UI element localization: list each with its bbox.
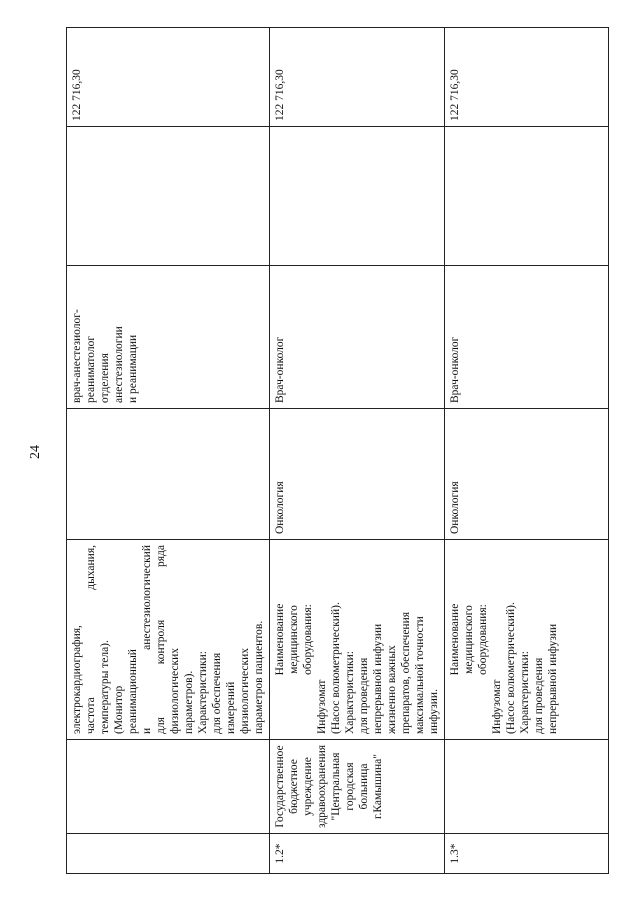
specialist-line: Врач-онколог	[449, 336, 461, 403]
main-table	[66, 27, 609, 874]
row-number-cell: 1.2*	[270, 834, 445, 874]
specialist-line: врач-анестезиолог-	[71, 309, 83, 403]
equipment-line: медицинского	[288, 605, 300, 674]
equipment-line: температуры тела).	[99, 640, 111, 734]
equipment-line: Наименование	[449, 603, 461, 676]
specialist-cell	[270, 266, 445, 409]
specialist-line: реаниматолог	[85, 335, 97, 403]
price-cell: 122 716,30	[270, 28, 445, 127]
equipment-line: физиологических	[169, 647, 181, 734]
specialist-line: анестезиологии	[113, 326, 125, 403]
specialist-line: и реанимации	[127, 334, 139, 403]
institution-line: "Центральная	[330, 752, 342, 821]
equipment-line: Инфузомат	[316, 679, 328, 734]
equipment-line: оборудования:	[477, 604, 489, 675]
empty-cell	[445, 127, 609, 266]
institution-line: больница	[358, 763, 370, 810]
equipment-line: непрерывной инфузии	[547, 623, 559, 734]
equipment-line: непрерывной инфузии	[372, 623, 384, 734]
equipment-line: медицинского	[463, 605, 475, 674]
institution-line: учреждение	[302, 757, 314, 816]
equipment-line: измерений	[225, 681, 237, 734]
equipment-line: инфузии.	[428, 689, 440, 734]
specialist-line: Врач-онколог	[274, 336, 286, 403]
equipment-line: для обеспечения	[211, 652, 223, 734]
specialist-cell	[445, 266, 609, 409]
institution-cell	[270, 740, 445, 834]
equipment-line: (Монитор	[113, 685, 125, 734]
empty-cell	[67, 127, 270, 266]
equipment-line: Наименование	[274, 603, 286, 676]
equipment-line: физиологических	[239, 647, 251, 734]
institution-cell	[67, 740, 270, 834]
equipment-line: Характеристики:	[197, 651, 209, 734]
equipment-line: и анестезиологический	[141, 545, 153, 734]
equipment-line: частота дыхания,	[85, 545, 97, 734]
profile-cell	[67, 409, 270, 540]
page-number: 24	[28, 445, 43, 459]
table-row	[445, 28, 609, 874]
equipment-line: (Насос волюметрический).	[330, 602, 342, 734]
equipment-cell	[445, 540, 609, 740]
equipment-line: оборудования:	[302, 604, 314, 675]
table-row	[67, 28, 270, 874]
specialist-cell	[67, 266, 270, 409]
empty-cell	[270, 127, 445, 266]
equipment-line: параметров пациентов.	[253, 620, 265, 734]
equipment-line: Характеристики:	[519, 651, 531, 734]
specialist-line: отделения	[99, 353, 111, 403]
equipment-line: (Насос волюметрический).	[505, 602, 517, 734]
equipment-line: препаратов, обеспечения	[400, 611, 412, 734]
institution-line: здравоохранения	[316, 744, 328, 828]
equipment-line: для контроля ряда	[155, 545, 167, 734]
table-row	[270, 28, 445, 874]
equipment-line: для проведения	[358, 657, 370, 734]
profile-cell: Онкология	[445, 409, 609, 540]
institution-line: Государственное	[274, 745, 286, 828]
equipment-cell	[270, 540, 445, 740]
institution-line: городская	[344, 762, 356, 811]
price-cell: 122 716,30	[445, 28, 609, 127]
price-cell: 122 716,30	[67, 28, 270, 127]
equipment-line: электрокардиография,	[71, 625, 83, 734]
equipment-line: для проведения	[533, 657, 545, 734]
institution-line: г.Камышина"	[372, 754, 384, 819]
rotated-table-container	[66, 28, 604, 874]
row-number-cell	[67, 834, 270, 874]
equipment-line: Характеристики:	[344, 651, 356, 734]
equipment-line: максимальной точности	[414, 616, 426, 734]
equipment-cell	[67, 540, 270, 740]
equipment-line: параметров).	[183, 670, 195, 734]
equipment-line: Инфузомат	[491, 679, 503, 734]
institution-line: бюджетное	[288, 759, 300, 814]
profile-cell: Онкология	[270, 409, 445, 540]
institution-cell	[445, 740, 609, 834]
equipment-line: жизненно важных	[386, 645, 398, 734]
row-number-cell: 1.3*	[445, 834, 609, 874]
equipment-line: реанимационный	[127, 649, 139, 734]
